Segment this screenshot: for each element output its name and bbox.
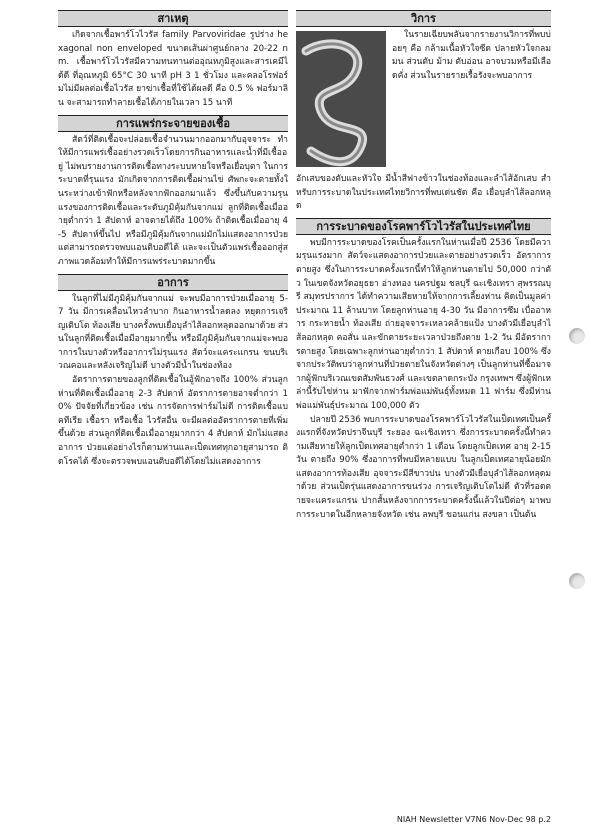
punch-hole-top	[569, 328, 585, 344]
spread-text: สัตว์ที่ติดเชื้อจะปล่อยเชื้อจำนวนมากออกมากับอุจจาระ ทำให้มีการแพร่เชื้ออย่างรวดเร็วโดยการกินอาหารและน้ำที่มีเชื้ออยู่ ไม่พบรายงานการติดเชื้อทางระบบหายใจหรือเยื่อบุตา ในการระบาดที่รุนแรง มักเกิดจากการติดเชื้อผ่านไข่ ศัพกะจะตายทั้งในระหว่างเข้าฟักหรือหลังจากฟักออกมาแล้ว ซึ่งขึ้นกับความรุนแรงของการติดเชื้อและระดับภูมิคุ้มกันจากแม่ ลูกที่ติดเชื้อเมื่ออายุต่ำกว่า 1 สัปดาห์ อาจตายได้ถึง 100% ถ้าติดเชื้อเมื่ออายุ 4-5 สัปดาห์ขึ้นไป หรือมีภูมิคุ้มกันจากแม่มักไม่แสดงอาการป่วย แต่สามารถตรวจพบแอนติบอดีได้ และจะเป็นตัวแพร่เชื้อออกสู่สภาพแวดล้อมทำให้มีการแพร่ระบาดมากขึ้น	[58, 134, 288, 267]
heading-outbreak: การระบาดของโรคพาร์โวไวรัสในประเทศไทย	[296, 218, 551, 235]
outbreak-text-2: ปลายปี 2536 พบการระบาดของโรคพาร์โวไวรัสในเป็ดเทศเป็นครั้งแรกที่จังหวัดปราจีนบุรี ระยอง ฉะเชิงเทรา ซึ่งการระบาดครั้งนี้ทำความเสียหายให้ลูกเป็ดเทศอายุต่ำกว่า 1 เดือน โดยลูกเป็ดเทศ อายุ 2-15 วัน ตายถึง 90% ซึ่งอาการที่พบมีหลายแบบ ในลูกเป็ดเทศอายุน้อยมักแสดงอาการท้องเสีย อุจจาระมีสีขาวปน บางตัวมีเยื่อบุลำไส้ลอกหลุดมาด้วย ส่วนเป็ดรุ่นแสดงอาการขนร่วง การเจริญเติบโตไม่ดี ตัวที่รอดตายจะแคระแกรน ปากสั้นหลังจากการระบาดครั้งนี้แล้วในปีต่อๆ มาพบการระบาดในอีกหลายจังหวัด เช่น ลพบุรี ขอนแก่น สงขลา เป็นต้น	[296, 414, 551, 520]
lesions-text-beside: ในรายเฉียบพลันจากรายงานวิการที่พบบ่อยๆ คือ กล้ามเนื้อหัวใจซีด ปลายหัวใจกลมมน ส่วนตับ ม้าม ตับอ่อน อาจบวมหรือมีเลือดคั่ง ส่วนในรายรายเรื้อรังจะพบอาการ	[392, 30, 551, 81]
lesions-side-text-wrap	[392, 29, 551, 83]
lesions-block	[296, 29, 551, 173]
punch-hole-bottom	[569, 573, 585, 589]
heading-symptoms: อาการ	[58, 274, 288, 291]
heading-cause: สาเหตุ	[58, 10, 288, 27]
lesions-text-below: อักเสบของตับและหัวใจ มีน้ำสีฟางข้าวในช่องท้องและลำไส้อักเสบ สำหรับการระบาดในประเทศไทยวิการที่พบเด่นชัด คือ เยื่อบุลำไส้ลอกหลุด	[296, 174, 551, 212]
symptoms-text-2: อัตราการตายของลูกที่ติดเชื้อในอู้ฟักอาจถึง 100% ส่วนลูกห่านที่ติดเชื้อเมื่ออายุ 2-3 สัปดาห์ อัตราการตายอาจต่ำกว่า 10% ปัจจัยที่เกี่ยวข้อง เช่น การจัดการฟาร์มไม่ดี การติดเชื้อแบคทีเรีย เชื้อรา หรือเชื้อ ไวรัสอื่น จะมีผลต่ออัตราการตายที่เพิ่มขึ้นด้วย ส่วนลูกที่ติดเชื้อเมื่ออายุมากกว่า 4 สัปดาห์ มักไม่แสดงอาการ ป่วยแต่อย่างไรก็ตามห่านและเป็ดเทศทุกอายุสามารถ ติดโรคได้ ซึ่งจะตรวจพบแอนติบอดีได้โดยไม่แสดงอาการ	[58, 375, 288, 467]
outbreak-text-1: พบมีการระบาดของโรคเป็นครั้งแรกในห่านเมื่อปี 2536 โดยมีความรุนแรงมาก สัตว์จะแสดงอาการป่วยและตายอย่างรวดเร็ว อัตราการตายสูง ซึ่งในการระบาดครั้งแรกนี้ทำให้ลูกห่านตายไป 50,000 กว่าตัว ในเขตจังหวัดอยุธยา อ่างทอง นครปฐม ชลบุรี ฉะเชิงเทรา สุพรรณบุรี สมุทรปราการ ได้ทำความเสียหายให้จากการเลี้ยงห่าน คิดเป็นมูลค่าประมาณ 11 ล้านบาท โดยลูกห่านอายุ 4-30 วัน มีอาการซึม เบื่ออาหาร กระหายน้ำ ท้องเสีย ถ่ายอุจจาระเหลวคล้ายแป้ง บางตัวมีเยื่อบุลำไส้ลอกหลุด คอสั่น และขักตายระยะเวลาป่วยถึงตาย 1-2 วัน มีอัตราการตายสูง โดยเฉพาะลูกห่านอายุต่ำกว่า 1 สัปดาห์ ตายเกือบ 100% ซึ่งจากประวัติพบว่าลูกห่านที่ป่วยตายในจังหวัดต่างๆ เป็นลูกห่านที่ซื้อมาจากผู้ฟักบริเวณเขตสัมพันธวงศ์ และเขตลาดกระบัง กรุงเทพฯ ซึ่งผู้ฟักเหล่านี้รับไข่ห่าน มาฟักจากฟาร์มพ่อแม่พันธุ์ทั้งหมด 11 ฟาร์ม ซึ่งมีห่านพ่อแม่พันธุ์ประมาณ 100,000 ตัว	[296, 237, 551, 411]
cause-text: เกิดจากเชื้อพาร์โวไวรัส family Parvoviridae รูปร่าง hexagonal non enveloped ขนาดเส้นผ่าศูนย์กลาง 20-22 nm. เชื้อพาร์โวไวรัสมีความทนทานต่ออุณหภูมิสูงและสารเคมีได้ดี ที่อุณหภูมิ 65°C 30 นาที pH 3 1 ชั่วโมง และคลอโรฟอร์มไม่มีผลต่อเชื้อไวรัส ยาฆ่าเชื้อที่ใช้ได้ผลดี คือ 0.5 % ฟอร์มาลิน จะสามารถทำลายเชื้อได้ภายในเวลา 15 นาที	[58, 30, 288, 108]
heading-lesions: วิการ	[296, 10, 551, 27]
heading-spread: การแพร่กระจายของเชื้อ	[58, 115, 288, 132]
page-footer: NIAH Newsletter V7N6 Nov-Dec 98 p.2	[396, 815, 551, 824]
intestine-photo	[296, 31, 386, 167]
left-column	[58, 10, 288, 469]
right-column	[296, 10, 551, 522]
symptoms-text-1: ในลูกที่ไม่มีภูมิคุ้มกันจากแม่ จะพบมีอาการป่วยเมื่ออายุ 5-7 วัน มีการเคลื่อนไหวลำบาก กินอาหารน้ำลดลง หยุดการเจริญเติบโต ท้องเสีย บางครั้งพบเยื่อบุลำไส้ลอกหลุดออกมาด้วย ส่วนในลูกที่ติดเชื้อเมื่อมีอายุมากขึ้น หรือมีภูมิคุ้มกันจากแม่จะพบอาการในบางตัวหรืออาการไม่รุนแรง สัตว์จะแคระแกรน ขนบริเวณคอและหลังเจริญไม่ดี บางตัวมีน้ำในช่องท้อง	[58, 293, 289, 372]
